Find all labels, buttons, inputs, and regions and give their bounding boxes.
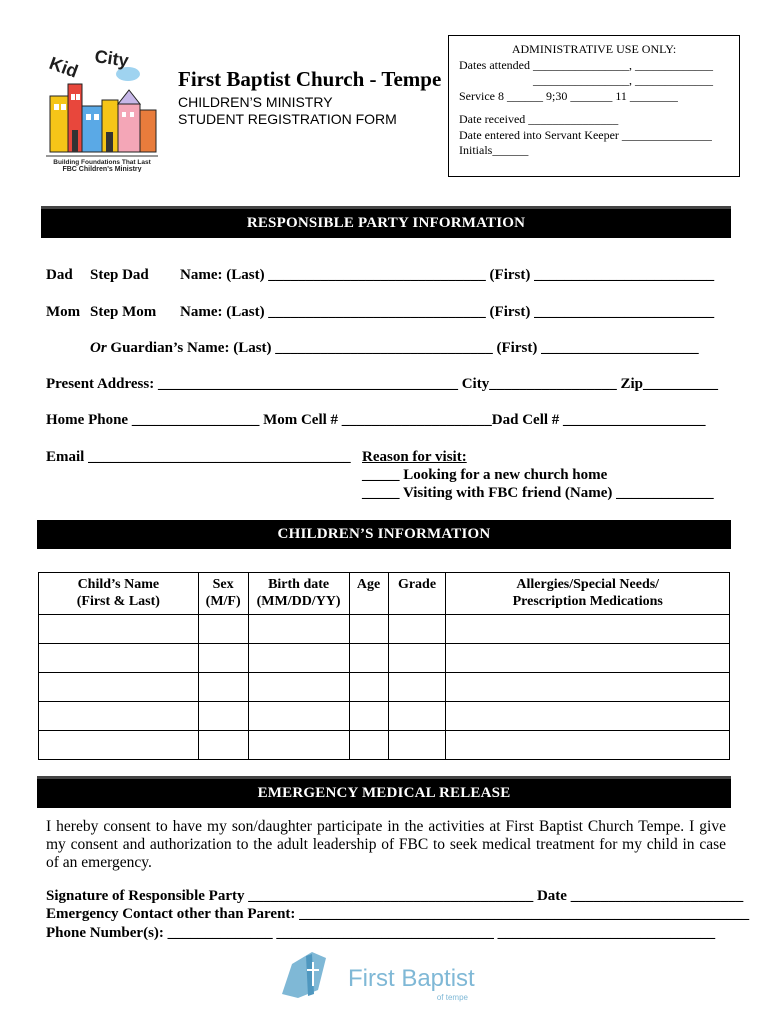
admin-dates-attended-2[interactable]: ________________, _____________ bbox=[533, 73, 713, 87]
address-field[interactable]: Present Address: ________________________________________ City_________________ Zip__________ bbox=[46, 376, 718, 392]
signature-field[interactable]: Signature of Responsible Party ______________________________________ Date _______________________ bbox=[46, 888, 744, 904]
page-title: First Baptist Church - Tempe bbox=[178, 67, 442, 91]
col-grade: Grade bbox=[388, 573, 446, 615]
col-age: Age bbox=[349, 573, 388, 615]
logo-kid-text: Kid bbox=[46, 52, 81, 82]
admin-heading: ADMINISTRATIVE USE ONLY: bbox=[511, 42, 677, 56]
col-birth-date: Birth date (MM/DD/YY) bbox=[248, 573, 349, 615]
section-responsible-party: RESPONSIBLE PARTY INFORMATION bbox=[41, 206, 731, 238]
table-row[interactable] bbox=[39, 615, 730, 644]
kid-city-logo bbox=[42, 44, 162, 172]
phone-numbers-field[interactable]: Phone Number(s): ______________ _____________________________ _____________________________ bbox=[46, 925, 716, 941]
section-childrens-info: CHILDREN’S INFORMATION bbox=[37, 520, 731, 549]
reason-label: Reason for visit: bbox=[362, 449, 467, 465]
reason-visiting[interactable]: _____ Visiting with FBC friend (Name) _____________ bbox=[362, 485, 714, 501]
email-field[interactable]: Email ___________________________________ bbox=[46, 449, 351, 465]
admin-initials[interactable]: Initials______ bbox=[459, 143, 529, 157]
phone-fields[interactable]: Home Phone _________________ Mom Cell # ____________________Dad Cell # ___________________ bbox=[46, 412, 706, 428]
admin-date-received[interactable]: Date received _______________ bbox=[459, 112, 619, 126]
admin-service[interactable]: Service 8 ______ 9;30 _______ 11 ________ bbox=[459, 88, 678, 103]
logo-ministry: FBC Children's Ministry bbox=[62, 166, 142, 172]
step-mom-option[interactable]: Step Mom bbox=[90, 304, 157, 320]
dad-name-field[interactable]: Name: (Last) _____________________________ (First) ________________________ bbox=[180, 267, 715, 283]
table-row[interactable] bbox=[39, 702, 730, 731]
col-sex: Sex (M/F) bbox=[198, 573, 248, 615]
col-allergies: Allergies/Special Needs/ Prescription Medications bbox=[446, 573, 730, 615]
admin-use-box bbox=[448, 35, 740, 177]
admin-date-entered[interactable]: Date entered into Servant Keeper _______________ bbox=[459, 127, 712, 142]
page-subtitle bbox=[178, 94, 397, 128]
table-row[interactable] bbox=[39, 673, 730, 702]
subtitle-line-1: CHILDREN’S MINISTRY bbox=[178, 94, 333, 110]
footer-logo-name: First Baptist bbox=[348, 965, 475, 992]
first-baptist-logo-graphic bbox=[278, 944, 488, 1004]
mom-name-field[interactable]: Name: (Last) _____________________________ (First) ________________________ bbox=[180, 304, 715, 320]
table-row[interactable] bbox=[39, 731, 730, 760]
logo-city-text: City bbox=[93, 46, 130, 71]
children-table-header bbox=[39, 573, 730, 615]
section-emergency-release: EMERGENCY MEDICAL RELEASE bbox=[37, 776, 731, 808]
admin-dates-attended[interactable]: Dates attended ________________, _____________ bbox=[459, 57, 713, 72]
emergency-contact-field[interactable]: Emergency Contact other than Parent: ____________________________________________________________ bbox=[46, 906, 750, 922]
footer-logo-sub: of tempe bbox=[436, 993, 468, 1002]
table-row[interactable] bbox=[39, 644, 730, 673]
col-child-name: Child’s Name (First & Last) bbox=[39, 573, 199, 615]
dad-option[interactable]: Dad bbox=[46, 267, 73, 283]
first-baptist-logo bbox=[278, 944, 488, 1004]
children-table bbox=[38, 572, 730, 760]
guardian-name-field[interactable] bbox=[90, 340, 699, 357]
subtitle-line-2: STUDENT REGISTRATION FORM bbox=[178, 111, 397, 127]
step-dad-option[interactable]: Step Dad bbox=[90, 267, 149, 283]
kid-city-logo-graphic bbox=[42, 44, 162, 172]
or-label: Or bbox=[90, 340, 107, 356]
mom-option[interactable]: Mom bbox=[46, 304, 81, 320]
consent-paragraph: I hereby consent to have my son/daughter participate in the activities at First Baptist Church Tempe. I give my consent and authorization to the adult leadership of FBC to seek medical treatment for my child in case of an emergency. bbox=[46, 818, 726, 871]
logo-tagline: Building Foundations That Last bbox=[53, 159, 151, 166]
reason-new-church[interactable]: _____ Looking for a new church home bbox=[362, 467, 608, 483]
guardian-label: Guardian’s Name: (Last) _____________________________ (First) _____________________ bbox=[106, 340, 699, 356]
